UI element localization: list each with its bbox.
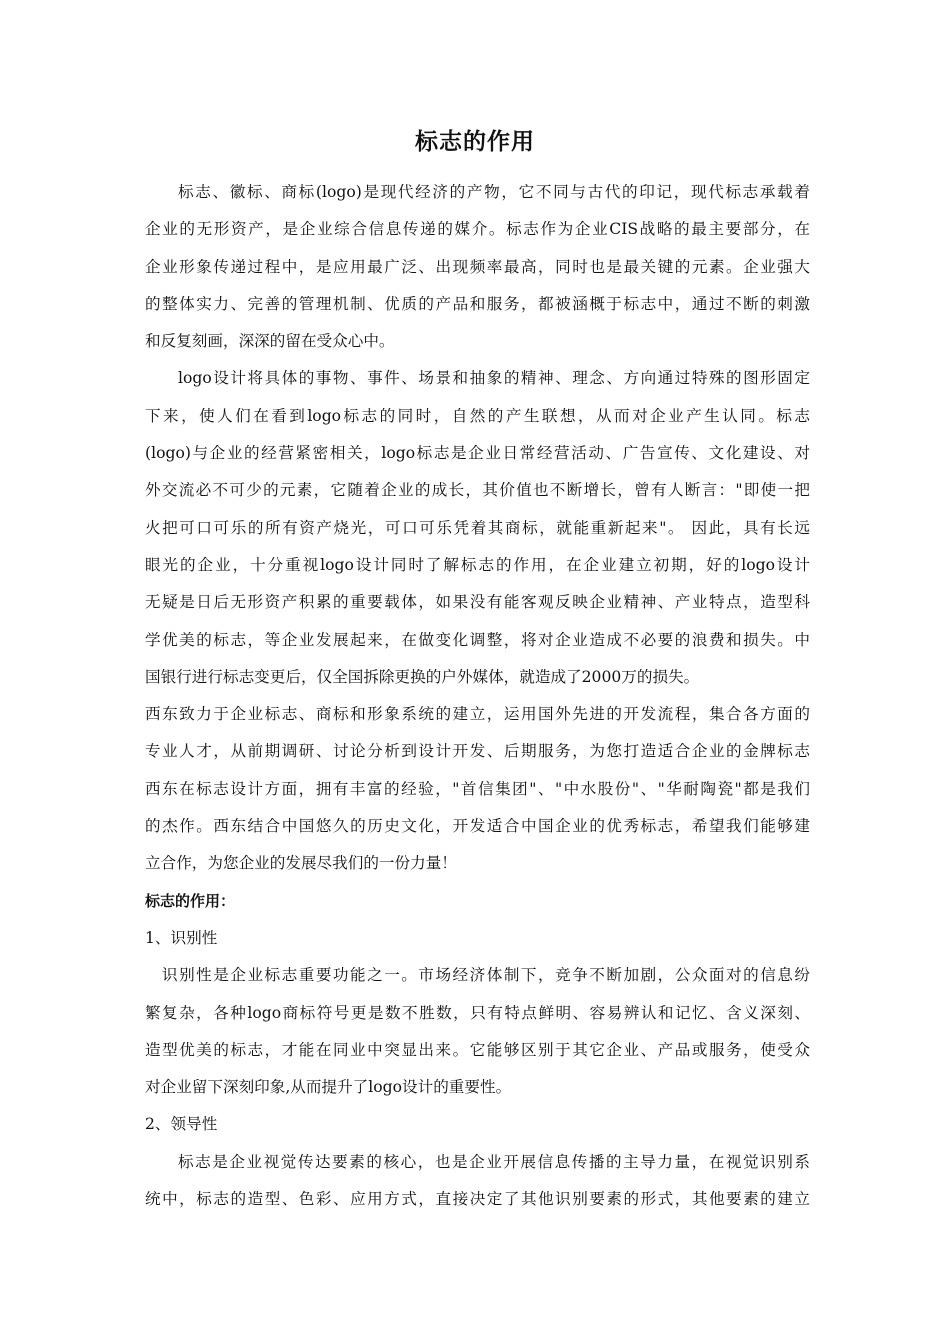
text-line: logo设计将具体的事物、事件、场景和抽象的精神、理念、方向通过特殊的图形固定 [178, 369, 810, 388]
text-line: 的整体实力、完善的管理机制、优质的产品和服务，都被涵概于标志中，通过不断的刺激 [145, 294, 810, 313]
text-line: 外交流必不可少的元素，它随着企业的成长，其价值也不断增长，曾有人断言："即使一把 [145, 481, 810, 500]
text-line: 企业的无形资产，是企业综合信息传递的媒介。标志作为企业CIS战略的最主要部分，在 [145, 220, 810, 239]
document-title: 标志的作用 [415, 129, 535, 155]
document-body [145, 174, 810, 1218]
text-line: 国银行进行标志变更后，仅全国拆除更换的户外媒体，就造成了2000万的损失。 [145, 667, 700, 686]
text-line: 火把可口可乐的所有资产烧光，可口可乐凭着其商标，就能重新起来"。 因此，具有长远 [145, 518, 810, 537]
text-line: 无疑是日后无形资产积累的重要载体，如果没有能客观反映企业精神、产业特点，造型科 [145, 593, 810, 612]
text-line: 立合作，为您企业的发展尽我们的一份力量！ [145, 854, 457, 873]
text-line: 繁复杂，各种logo商标符号更是数不胜数，只有特点鲜明、容易辨认和记忆、含义深刻、 [145, 1003, 810, 1022]
text-line: 眼光的企业，十分重视logo设计同时了解标志的作用，在企业建立初期，好的logo设计 [145, 555, 810, 574]
text-line: 的杰作。西东结合中国悠久的历史文化，开发适合中国企业的优秀标志，希望我们能够建 [145, 817, 810, 836]
text-line: 专业人才，从前期调研、讨论分析到设计开发、后期服务，为您打造适合企业的金牌标志 [145, 742, 810, 761]
text-line: 造型优美的标志，才能在同业中突显出来。它能够区别于其它企业、产品或服务，使受众 [145, 1040, 810, 1059]
text-line: 企业形象传递过程中，是应用最广泛、出现频率最高，同时也是最关键的元素。企业强大 [145, 257, 810, 276]
text-line: 和反复刻画，深深的留在受众心中。 [145, 332, 395, 351]
text-line: 标志、徽标、商标(logo)是现代经济的产物，它不同与古代的印记，现代标志承载着 [178, 183, 810, 201]
text-line: 识别性是企业标志重要功能之一。市场经济体制下，竞争不断加剧，公众面对的信息纷 [162, 966, 810, 985]
text-line: 标志是企业视觉传达要素的核心，也是企业开展信息传播的主导力量，在视觉识别系 [178, 1152, 810, 1171]
subsection-heading: 1、识别性 [145, 928, 218, 947]
text-line: 对企业留下深刻印象,从而提升了logo设计的重要性。 [145, 1078, 512, 1097]
text-line: 下来，使人们在看到logo标志的同时，自然的产生联想，从而对企业产生认同。标志 [145, 406, 810, 425]
section-heading: 标志的作用： [145, 891, 236, 910]
text-line: 学优美的标志，等企业发展起来，在做变化调整，将对企业造成不必要的浪费和损失。中 [145, 630, 810, 649]
text-line: 统中，标志的造型、色彩、应用方式，直接决定了其他识别要素的形式，其他要素的建立 [145, 1190, 810, 1209]
text-line: 西东致力于企业标志、商标和形象系统的建立，运用国外先进的开发流程，集合各方面的 [145, 705, 810, 724]
text-line: 西东在标志设计方面，拥有丰富的经验，"首信集团"、"中水股份"、"华耐陶瓷"都是我们 [145, 779, 810, 798]
subsection-heading: 2、领导性 [145, 1115, 218, 1134]
text-line: (logo)与企业的经营紧密相关，logo标志是企业日常经营活动、广告宣传、文化建设、对 [145, 444, 810, 463]
